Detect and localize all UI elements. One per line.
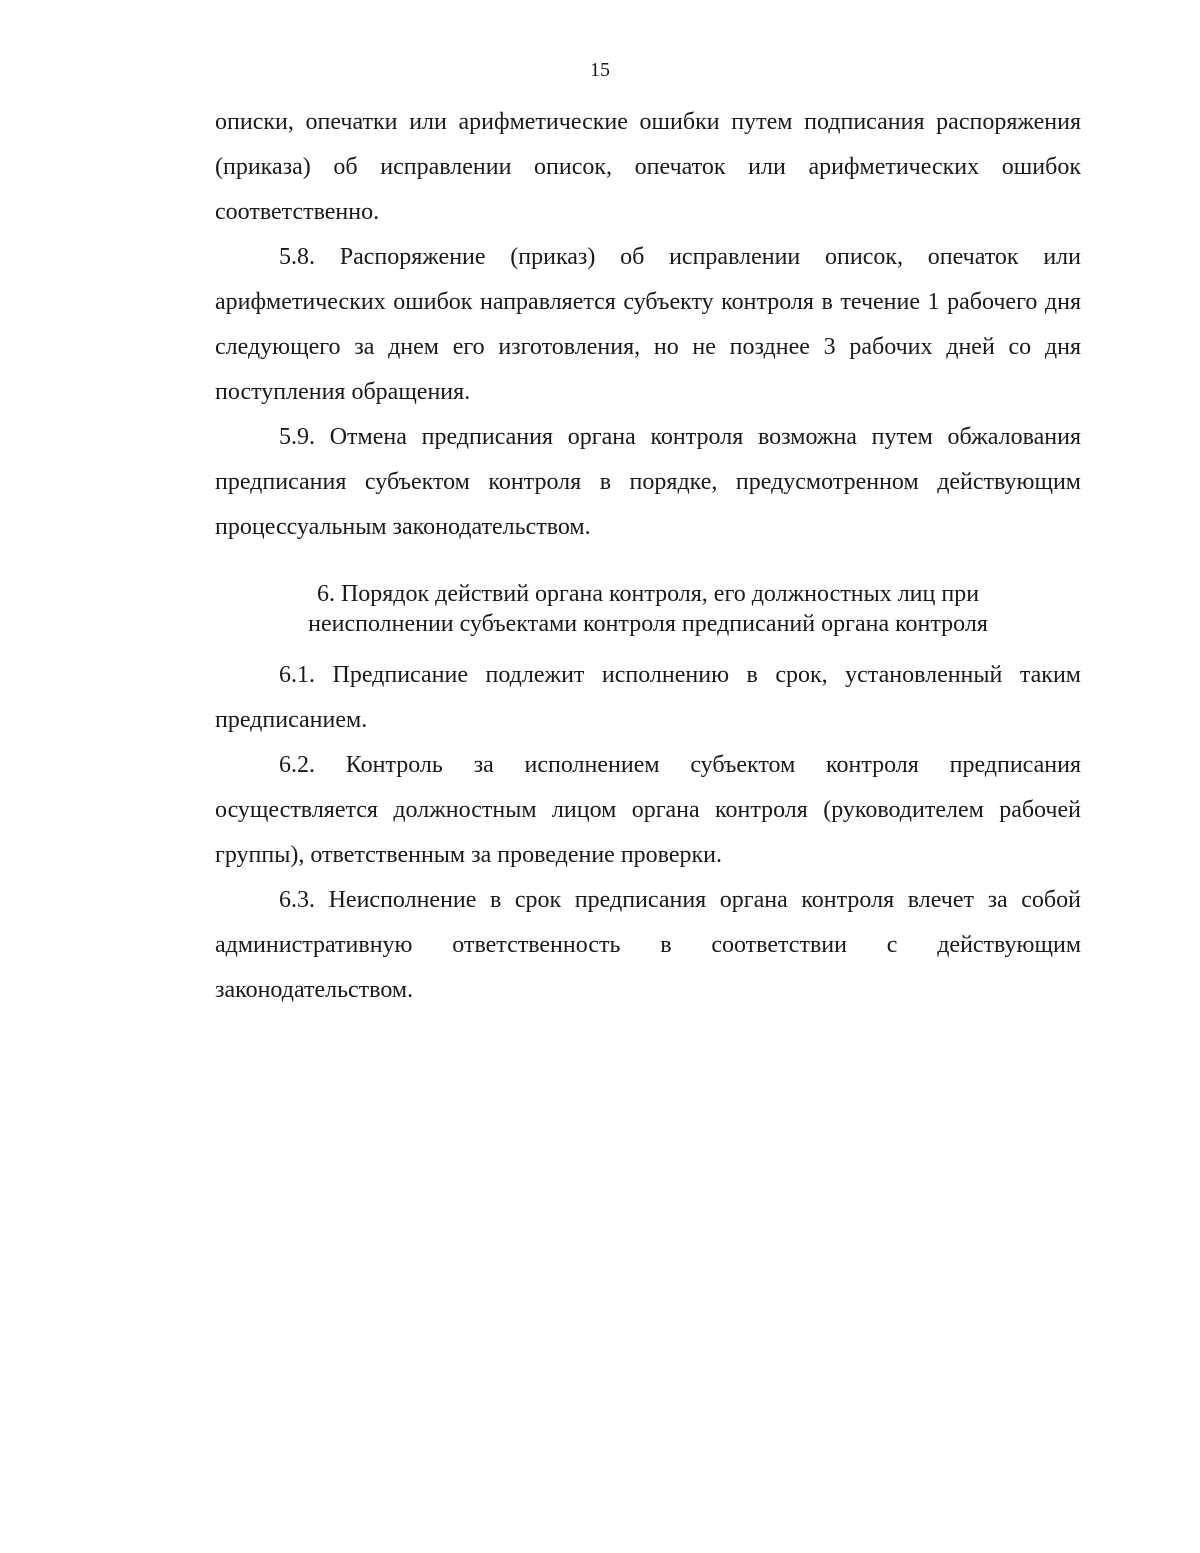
paragraph-6-1: 6.1. Предписание подлежит исполнению в срок, установленный таким предписанием. <box>215 662 1081 733</box>
paragraph-6-2: 6.2. Контроль за исполнением субъектом контроля предписания осуществляется должностным лицом органа контроля (руководителем рабочей группы), ответственным за проведение проверки. <box>215 752 1081 868</box>
paragraph-6-3: 6.3. Неисполнение в срок предписания органа контроля влечет за собой административную ответственность в соответствии с действующим законодательством. <box>215 887 1081 1003</box>
page-number: 15 <box>590 59 610 81</box>
section6-heading-line1: 6. Порядок действий органа контроля, его должностных лиц при <box>316 581 980 607</box>
continuation-paragraph: описки, опечатки или арифметические ошибки путем подписания распоряжения (приказа) об исправлении описок, опечаток или арифметических ошибок соответственно. <box>215 109 1081 225</box>
paragraph-5-9: 5.9. Отмена предписания органа контроля возможна путем обжалования предписания субъектом контроля в порядке, предусмотренном действующим процессуальным законодательством. <box>215 424 1081 540</box>
paragraph-5-8: 5.8. Распоряжение (приказ) об исправлении описок, опечаток или арифметических ошибок направляется субъекту контроля в течение 1 рабочего дня следующего за днем его изготовления, но не позднее 3 рабочих дней со дня поступления обращения. <box>215 244 1081 405</box>
section6-heading <box>215 579 1081 639</box>
section6-heading-line2: неисполнении субъектами контроля предписаний органа контроля <box>308 611 988 637</box>
section5-body <box>215 100 1081 550</box>
section6-body <box>215 653 1081 1013</box>
